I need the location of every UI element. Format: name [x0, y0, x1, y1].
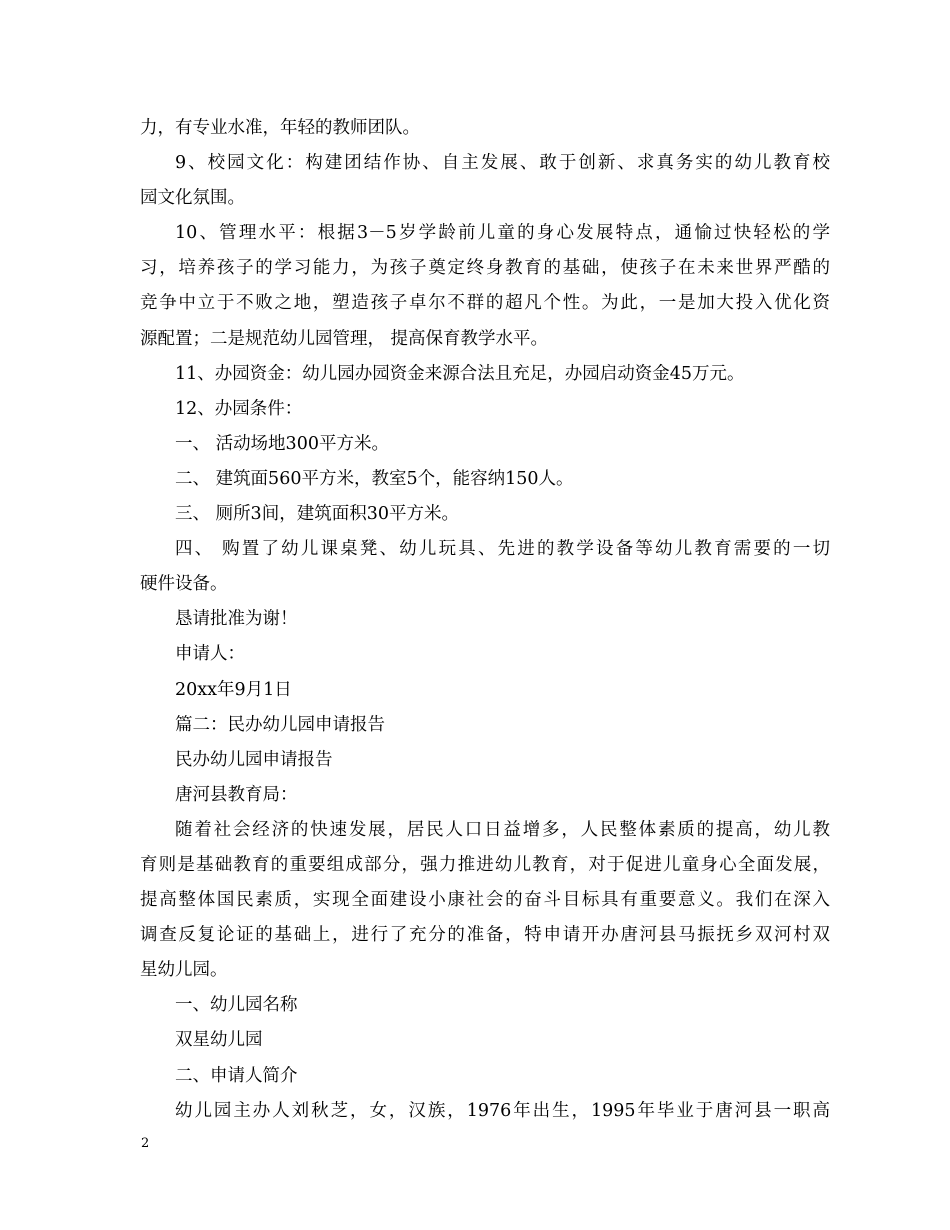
text-line: 9、校园文化：构建团结作协、自主发展、敢于创新、求真务实的幼儿教育校 — [175, 153, 830, 174]
text-line: 园文化氛围。 — [140, 188, 245, 209]
text-line: 12、办园条件： — [175, 398, 303, 419]
text-line: 四、 购置了幼儿课桌凳、幼儿玩具、先进的教学设备等幼儿教育需要的一切 — [175, 539, 830, 560]
text-line: 20xx年9月1日 — [175, 679, 292, 700]
text-line: 源配置；二是规范幼儿园管理， 提高保育教学水平。 — [140, 328, 549, 349]
text-line: 三、 厕所3间，建筑面积30平方米。 — [175, 504, 459, 525]
text-line: 提高整体国民素质，实现全面建设小康社会的奋斗目标具有重要意义。我们在深入 — [140, 890, 830, 911]
text-line: 竞争中立于不败之地，塑造孩子卓尔不群的超凡个性。为此，一是加大投入优化资 — [140, 293, 830, 314]
text-line: 唐河县教育局： — [175, 784, 298, 805]
text-line: 申请人： — [175, 644, 245, 665]
text-line: 星幼儿园。 — [140, 960, 228, 981]
text-line: 一、 活动场地300平方米。 — [175, 433, 389, 454]
body-text — [140, 111, 830, 1129]
text-line: 硬件设备。 — [140, 574, 228, 595]
text-line: 幼儿园主办人刘秋芝，女，汉族，1976年出生，1995年毕业于唐河县一职高 — [175, 1100, 830, 1121]
text-line: 10、管理水平：根据3－5岁学龄前儿童的身心发展特点，通愉过快轻松的学 — [175, 223, 830, 244]
text-line: 随着社会经济的快速发展，居民人口日益增多，人民整体素质的提高，幼儿教 — [175, 819, 830, 840]
text-line: 民办幼儿园申请报告 — [175, 749, 333, 770]
text-line: 恳请批准为谢！ — [175, 609, 298, 630]
text-line: 篇二：民办幼儿园申请报告 — [175, 714, 385, 735]
text-line: 二、 建筑面560平方米，教室5个，能容纳150人。 — [175, 468, 574, 489]
text-line: 双星幼儿园 — [175, 1030, 263, 1051]
text-line: 二、申请人简介 — [175, 1065, 298, 1086]
text-line: 育则是基础教育的重要组成部分，强力推进幼儿教育，对于促进儿童身心全面发展， — [140, 854, 830, 875]
text-line: 力，有专业水准，年轻的教师团队。 — [140, 118, 420, 138]
text-line: 一、幼儿园名称 — [175, 995, 298, 1016]
text-line: 11、办园资金：幼儿园办园资金来源合法且充足，办园启动资金45万元。 — [175, 363, 745, 384]
text-line: 调查反复论证的基础上，进行了充分的准备，特申请开办唐河县马振抚乡双河村双 — [140, 925, 830, 946]
page-number: 2 — [141, 1136, 150, 1151]
text-line: 习，培养孩子的学习能力，为孩子奠定终身教育的基础，使孩子在未来世界严酷的 — [140, 258, 830, 279]
